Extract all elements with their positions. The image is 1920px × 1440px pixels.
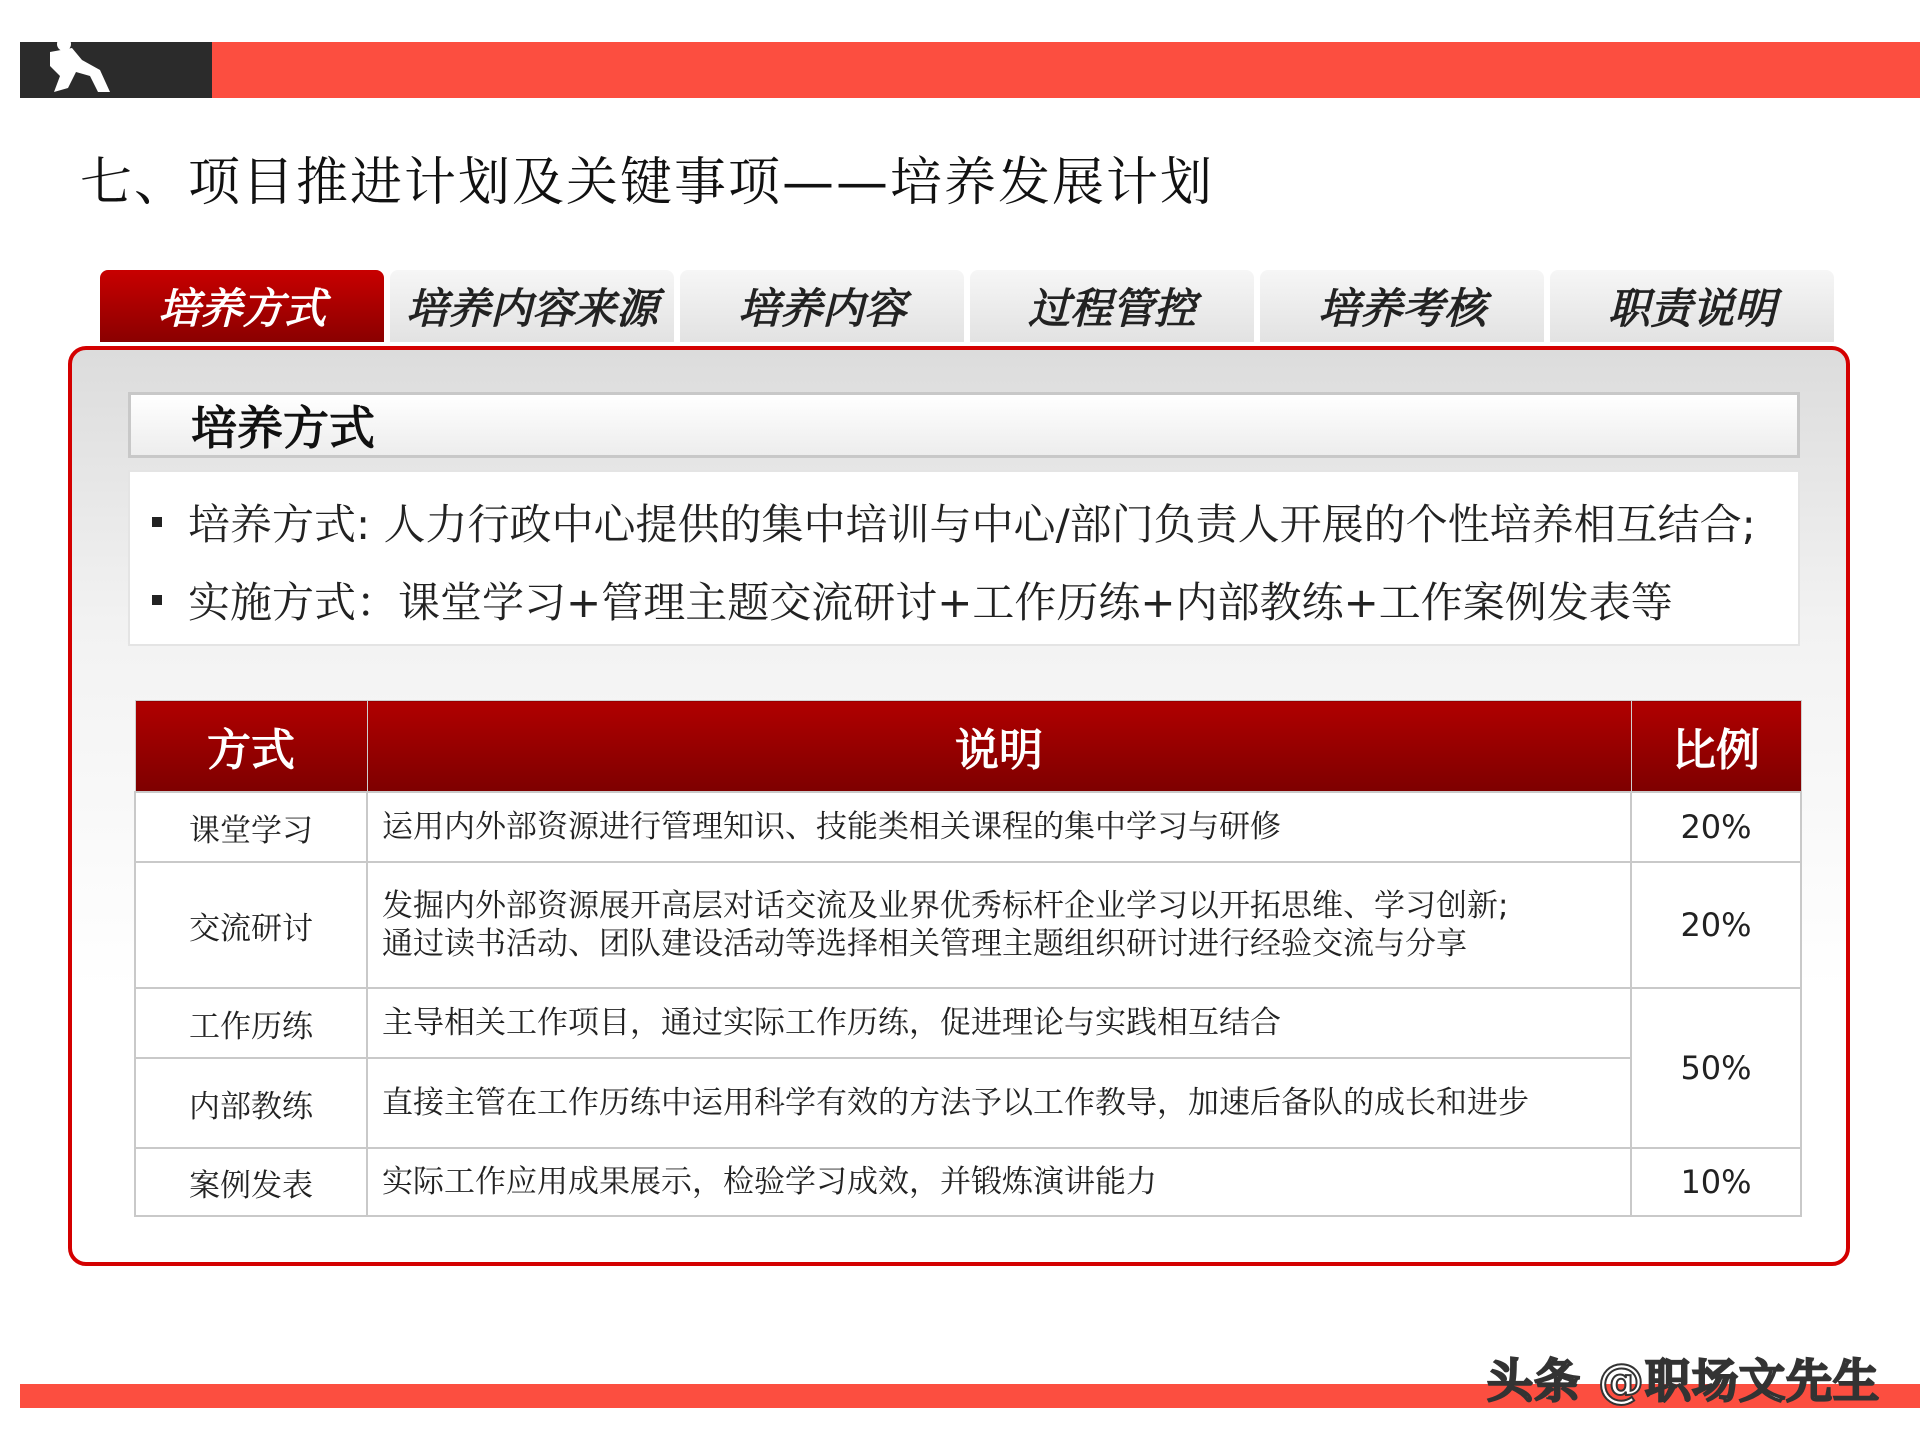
description-line: 通过读书活动、团队建设活动等选择相关管理主题组织研讨进行经验交流与分享	[382, 926, 1467, 962]
section-heading: 培养方式	[128, 392, 1800, 458]
method-table	[134, 700, 1802, 1217]
tab-bar	[100, 270, 1836, 342]
tab-training-method[interactable]: 培养方式	[100, 270, 384, 342]
tab-training-content[interactable]: 培养内容	[680, 270, 964, 342]
cell-ratio: 50%	[1631, 988, 1801, 1148]
bullet-item	[152, 570, 1673, 630]
tab-responsibilities[interactable]: 职责说明	[1550, 270, 1834, 342]
cell-description: 主导相关工作项目，通过实际工作历练，促进理论与实践相互结合	[367, 988, 1631, 1058]
table-row	[135, 862, 1801, 988]
table-row	[135, 1058, 1801, 1148]
cell-method: 交流研讨	[135, 862, 367, 988]
watermark: 头条 @职场文先生	[1486, 1354, 1880, 1408]
cell-description: 直接主管在工作历练中运用科学有效的方法予以工作教导，加速后备队的成长和进步	[367, 1058, 1631, 1148]
description-line: 发掘内外部资源展开高层对话交流及业界优秀标杆企业学习以开拓思维、学习创新;	[382, 888, 1509, 924]
cell-ratio: 20%	[1631, 792, 1801, 862]
cell-description: 运用内外部资源进行管理知识、技能类相关课程的集中学习与研修	[367, 792, 1631, 862]
header-ratio: 比例	[1631, 701, 1801, 793]
bullet-text: 实施方式：课堂学习+管理主题交流研讨+工作历练+内部教练+工作案例发表等	[188, 578, 1673, 627]
cell-method: 案例发表	[135, 1148, 367, 1216]
header-method: 方式	[135, 701, 367, 793]
running-figure-logo-icon	[20, 30, 120, 100]
cell-ratio: 10%	[1631, 1148, 1801, 1216]
table-row	[135, 1148, 1801, 1216]
page-title: 七、项目推进计划及关键事项——培养发展计划	[80, 153, 1215, 213]
tab-training-assessment[interactable]: 培养考核	[1260, 270, 1544, 342]
header-description: 说明	[367, 701, 1631, 793]
bullet-list	[128, 470, 1800, 646]
cell-method: 内部教练	[135, 1058, 367, 1148]
bullet-square-icon	[152, 517, 162, 527]
top-banner-red	[212, 42, 1920, 98]
table-row	[135, 988, 1801, 1058]
bullet-item	[152, 492, 1756, 552]
tab-content-source[interactable]: 培养内容来源	[390, 270, 674, 342]
table-row	[135, 792, 1801, 862]
bullet-square-icon	[152, 595, 162, 605]
bullet-text: 培养方式: 人力行政中心提供的集中培训与中心/部门负责人开展的个性培养相互结合;	[188, 500, 1756, 549]
tab-process-control[interactable]: 过程管控	[970, 270, 1254, 342]
cell-description: 实际工作应用成果展示，检验学习成效，并锻炼演讲能力	[367, 1148, 1631, 1216]
cell-description	[367, 862, 1631, 988]
cell-ratio: 20%	[1631, 862, 1801, 988]
cell-method: 工作历练	[135, 988, 367, 1058]
table-header-row	[135, 701, 1801, 793]
cell-method: 课堂学习	[135, 792, 367, 862]
